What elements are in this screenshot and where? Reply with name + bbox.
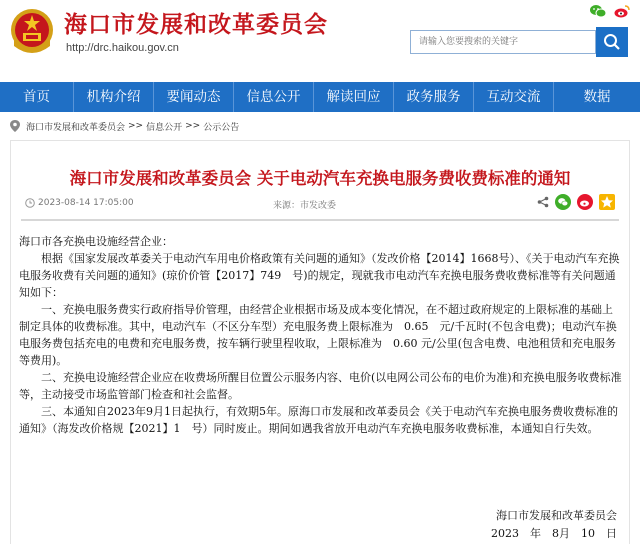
paragraph: 根据《国家发展改革委关于电动汽车用电价格政策有关问题的通知》（发改价格【2014】1668号）、《关于电动汽车充换电服务收费有关问题的通知》(琼价价管【2017】749 号)的规定，现就我市电动汽车充换电服务费收费标准等有关问题通知如下： <box>19 252 620 299</box>
article-title: 海口市发展和改革委员会 关于电动汽车充换电服务费收费标准的通知 <box>69 169 571 188</box>
divider <box>21 219 619 221</box>
article-date-text: 2023-08-14 17:05:00 <box>38 198 134 208</box>
clock-icon <box>25 198 35 208</box>
breadcrumb-level2[interactable]: 信息公开 <box>146 122 183 133</box>
location-icon <box>10 120 20 132</box>
social-links <box>590 4 630 18</box>
article-container <box>10 140 630 544</box>
share-icon[interactable] <box>537 196 549 208</box>
nav-item-data[interactable]: 数据 <box>583 89 611 105</box>
salutation: 海口市各充换电设施经营企业： <box>19 235 173 248</box>
nav-item-home[interactable]: 首页 <box>0 82 74 112</box>
nav-item-services[interactable]: 政务服务 <box>394 82 474 112</box>
nav-item-interaction[interactable]: 互动交流 <box>474 82 554 112</box>
weixin-icon[interactable] <box>590 4 606 18</box>
article-source: 来源：市发改委 <box>273 201 337 211</box>
nav-item-about[interactable]: 机构介绍 <box>74 82 154 112</box>
share-bar <box>537 194 615 210</box>
nav-item-disclosure[interactable]: 信息公开 <box>234 82 314 112</box>
nav-item-interpretation[interactable]: 解读回应 <box>314 82 394 112</box>
paragraph: 二、充换电设施经营企业应在收费场所醒目位置公示服务内容、电价(以电网公司公布的电价为准)和充换电服务收费标准等，主动接受市场监管部门检查和社会监督。 <box>19 371 622 401</box>
breadcrumb-separator: >> <box>185 121 201 131</box>
breadcrumb <box>10 112 630 140</box>
share-weibo-icon[interactable] <box>577 194 593 210</box>
nav-item-news[interactable]: 要闻动态 <box>154 82 234 112</box>
share-qzone-icon[interactable] <box>599 194 615 210</box>
breadcrumb-separator: >> <box>128 121 144 131</box>
site-header <box>0 0 640 82</box>
paragraph: 三、本通知自2023年9月1日起执行，有效期5年。原海口市发展和改革委员会《关于电动汽车充换电服务费收费标准的通知》（海发改价格规【2021】1 号）同时废止。期间如遇我省放开电动汽车充换电服务收费标准，本通知自行失效。 <box>19 405 618 435</box>
article-date <box>25 198 134 208</box>
weibo-icon[interactable] <box>614 4 630 18</box>
article-body <box>19 233 623 437</box>
breadcrumb-level3[interactable]: 公示公告 <box>203 122 240 133</box>
share-weixin-icon[interactable] <box>555 194 571 210</box>
site-title[interactable]: 海口市发展和改革委员会 <box>64 12 328 38</box>
site-url[interactable]: http://drc.haikou.gov.cn <box>66 42 179 54</box>
search-input[interactable] <box>410 30 596 54</box>
search-button[interactable] <box>596 27 628 57</box>
paragraph: 一、充换电服务费实行政府指导价管理，由经营企业根据市场及成本变化情况，在不超过政府规定的上限标准的基础上制定具体的收费标准。其中，电动汽车（不区分车型）充电服务费上限标准为 0.65 元/千瓦时(不包含电费)；电动汽车换电服务费包括充电的电费和充电服务费，按车辆行驶里程收取，上限标准为 0.60 元/公里(包含电费、电池租赁和充电服务等费用)。 <box>19 303 617 367</box>
emblem-icon[interactable] <box>8 6 56 56</box>
main-nav <box>0 82 640 112</box>
article-meta <box>25 194 615 216</box>
signature-date: 2023 年 8月 10 日 <box>491 527 617 540</box>
search-icon <box>603 33 621 51</box>
signature-org: 海口市发展和改革委员会 <box>496 509 617 522</box>
breadcrumb-home[interactable]: 海口市发展和改革委员会 <box>26 122 126 133</box>
